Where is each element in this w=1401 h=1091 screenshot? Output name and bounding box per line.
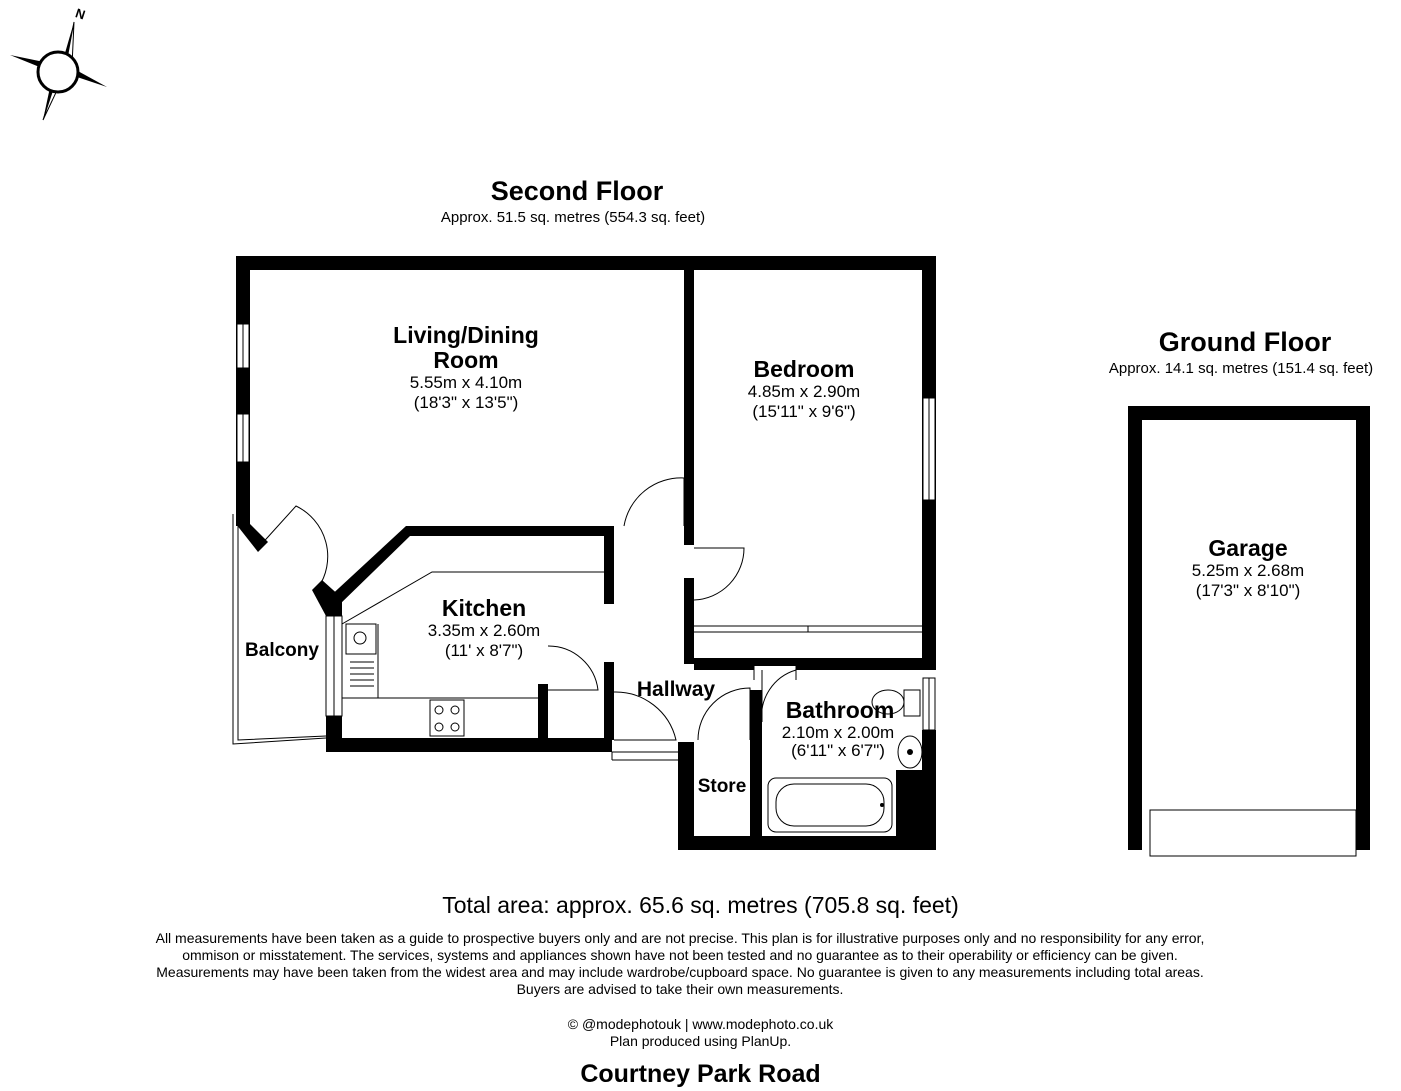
garage-walls	[1128, 406, 1370, 856]
svg-text:Bedroom: Bedroom	[753, 356, 855, 382]
svg-text:Living/Dining: Living/Dining	[393, 322, 539, 348]
room-label-store: Store	[697, 776, 747, 797]
second-floor-area: Approx. 51.5 sq. metres (554.3 sq. feet)	[440, 209, 706, 226]
svg-text:2.10m x 2.00m: 2.10m x 2.00m	[781, 723, 895, 742]
svg-text:(11' x 8'7"): (11' x 8'7")	[444, 641, 524, 660]
room-label-balcony: Balcony	[245, 640, 319, 661]
svg-text:(15'11" x 9'6"): (15'11" x 9'6")	[752, 402, 856, 421]
credit	[0, 1016, 1401, 1050]
credit-line-2: Plan produced using PlanUp.	[609, 1033, 792, 1049]
address-title: Courtney Park Road	[580, 1060, 821, 1088]
total-area: Total area: approx. 65.6 sq. metres (705.8 sq. feet)	[442, 892, 959, 918]
disclaimer-text: All measurements have been taken as a guide to prospective buyers only and are not precise. This plan is for illustrative purposes only and no responsibility for any error, ommison or misstatement. The services, systems and appliances shown have not been tested and no guarantee as to their operability or efficiency can be given. Measurements may have been taken from the widest area and may include wardrobe/cupboard space. No guarantee is given to any measurements including total areas. Buyers are advised to take their own measurements.	[155, 930, 1205, 997]
room-label-bathroom	[782, 697, 895, 760]
svg-text:4.85m x 2.90m: 4.85m x 2.90m	[747, 382, 861, 401]
ground-floor-title: Ground Floor	[1158, 327, 1332, 357]
balcony	[233, 514, 326, 744]
room-label-bedroom	[748, 356, 860, 421]
room-label-kitchen	[428, 595, 540, 660]
wardrobe	[694, 626, 922, 632]
svg-text:Room: Room	[433, 347, 499, 373]
room-label-garage	[1192, 535, 1304, 600]
svg-text:(18'3" x 13'5"): (18'3" x 13'5")	[413, 393, 519, 412]
svg-text:(6'11" x 6'7"): (6'11" x 6'7")	[791, 741, 885, 760]
svg-text:5.55m x 4.10m: 5.55m x 4.10m	[409, 373, 523, 392]
north-label: N	[73, 5, 88, 23]
ground-floor-area: Approx. 14.1 sq. metres (151.4 sq. feet)	[1108, 360, 1374, 377]
svg-text:Bathroom: Bathroom	[785, 697, 895, 723]
compass-icon	[10, 5, 107, 120]
svg-text:Kitchen: Kitchen	[441, 595, 527, 621]
credit-line-1: © @modephotouk | www.modephoto.co.uk	[567, 1016, 834, 1032]
second-floor-title: Second Floor	[490, 176, 664, 206]
room-label-living	[393, 322, 539, 412]
svg-text:Garage: Garage	[1208, 535, 1288, 561]
svg-text:(17'3" x 8'10"): (17'3" x 8'10")	[1195, 581, 1301, 600]
second-floor-walls	[236, 256, 936, 850]
svg-text:3.35m x 2.60m: 3.35m x 2.60m	[427, 621, 541, 640]
room-label-hallway: Hallway	[636, 678, 716, 701]
svg-text:5.25m x 2.68m: 5.25m x 2.68m	[1191, 561, 1305, 580]
